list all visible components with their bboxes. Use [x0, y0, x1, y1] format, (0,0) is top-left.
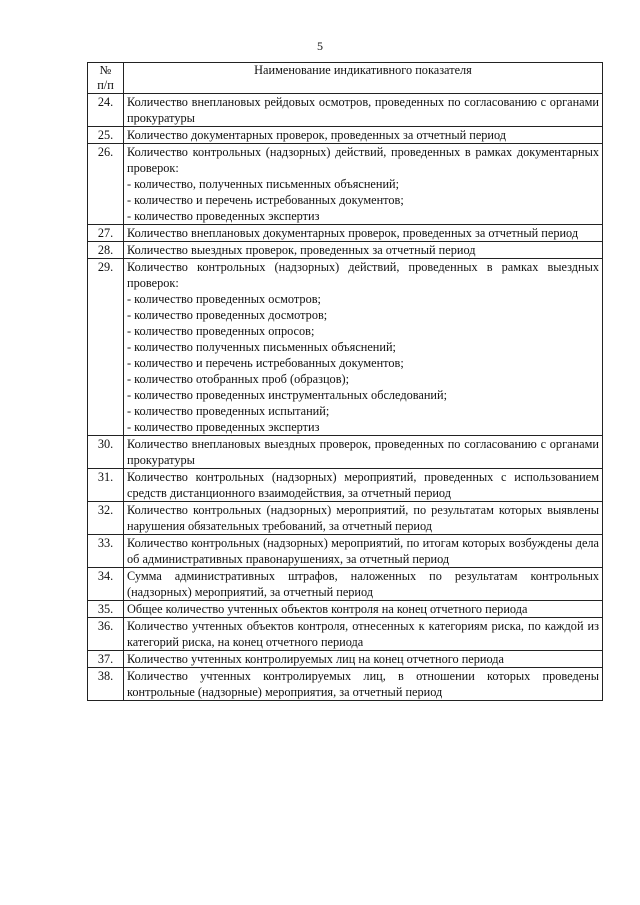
indicator-subitem: - количество проведенных экспертиз — [127, 209, 320, 223]
table-row — [88, 242, 603, 259]
indicator-text: Количество выездных проверок, проведенных за отчетный период — [127, 243, 476, 257]
header-num-line: № — [99, 63, 112, 77]
indicator-subitem: - количество проведенных инструментальных обследований; — [127, 388, 448, 402]
indicator-subitem: - количество проведенных экспертиз — [127, 420, 320, 434]
indicator-name — [124, 651, 603, 668]
indicator-subitem: - количество, полученных письменных объяснений; — [127, 177, 400, 191]
row-number: 35. — [88, 601, 124, 618]
table-header-row — [88, 63, 603, 94]
row-number: 32. — [88, 502, 124, 535]
indicator-text: Количество внеплановых документарных проверок, проведенных за отчетный период — [127, 226, 579, 240]
row-number: 34. — [88, 568, 124, 601]
table-row — [88, 502, 603, 535]
table-row — [88, 436, 603, 469]
header-name: Наименование индикативного показателя — [124, 63, 603, 94]
table-row — [88, 568, 603, 601]
indicator-text: Количество учтенных контролируемых лиц на конец отчетного периода — [127, 652, 504, 666]
header-num — [88, 63, 124, 94]
table-row — [88, 469, 603, 502]
row-number: 26. — [88, 144, 124, 225]
indicator-name — [124, 259, 603, 436]
indicator-text: Количество внеплановых выездных проверок, проведенных по согласованию с органами прокуратуры — [127, 437, 599, 467]
indicator-subitem: - количество и перечень истребованных документов; — [127, 356, 404, 370]
indicator-subitem: - количество проведенных испытаний; — [127, 404, 330, 418]
row-number: 30. — [88, 436, 124, 469]
indicator-name — [124, 225, 603, 242]
row-number: 38. — [88, 668, 124, 701]
indicator-name — [124, 242, 603, 259]
indicator-name — [124, 502, 603, 535]
indicator-subitem: - количество и перечень истребованных документов; — [127, 193, 404, 207]
indicator-name — [124, 94, 603, 127]
table-row — [88, 144, 603, 225]
row-number: 27. — [88, 225, 124, 242]
table-row — [88, 225, 603, 242]
indicator-text: Количество внеплановых рейдовых осмотров, проведенных по согласованию с органами прокуратуры — [127, 95, 599, 125]
indicator-name — [124, 535, 603, 568]
indicator-name — [124, 144, 603, 225]
indicator-text: Количество учтенных объектов контроля, отнесенных к категориям риска, по каждой из категорий риска, на конец отчетного периода — [127, 619, 599, 649]
indicator-text: Количество контрольных (надзорных) действий, проведенных в рамках документарных проверок: — [127, 145, 599, 175]
indicator-subitem: - количество проведенных осмотров; — [127, 292, 321, 306]
indicator-subitem: - количество проведенных досмотров; — [127, 308, 328, 322]
row-number: 37. — [88, 651, 124, 668]
indicator-text: Количество контрольных (надзорных) действий, проведенных в рамках выездных проверок: — [127, 260, 599, 290]
table-row — [88, 94, 603, 127]
indicator-text: Количество документарных проверок, проведенных за отчетный период — [127, 128, 507, 142]
indicator-text: Количество учтенных контролируемых лиц, в отношении которых проведены контрольные (надзорные) мероприятия, за отчетный период — [127, 669, 599, 699]
header-num-line: п/п — [97, 78, 114, 92]
row-number: 33. — [88, 535, 124, 568]
indicator-name — [124, 618, 603, 651]
row-number: 25. — [88, 127, 124, 144]
table-row — [88, 668, 603, 701]
row-number: 31. — [88, 469, 124, 502]
table-row — [88, 127, 603, 144]
indicator-name — [124, 469, 603, 502]
row-number: 36. — [88, 618, 124, 651]
indicator-subitem: - количество проведенных опросов; — [127, 324, 315, 338]
indicator-text: Количество контрольных (надзорных) мероприятий, по результатам которых выявлены нарушения обязательных требований, за отчетный период — [127, 503, 599, 533]
indicator-text: Количество контрольных (надзорных) мероприятий, проведенных с использованием средств дистанционного взаимодействия, за отчетный период — [127, 470, 599, 500]
table-row — [88, 601, 603, 618]
indicator-name — [124, 127, 603, 144]
table-row — [88, 259, 603, 436]
table-body — [88, 94, 603, 701]
indicator-subitem: - количество отобранных проб (образцов); — [127, 372, 350, 386]
table-row — [88, 618, 603, 651]
indicator-text: Общее количество учтенных объектов контроля на конец отчетного периода — [127, 602, 528, 616]
indicator-name — [124, 568, 603, 601]
indicators-table — [87, 62, 603, 701]
table-header — [88, 63, 603, 94]
row-number: 28. — [88, 242, 124, 259]
table-row — [88, 535, 603, 568]
indicator-name — [124, 668, 603, 701]
table-row — [88, 651, 603, 668]
indicator-name — [124, 601, 603, 618]
indicator-name — [124, 436, 603, 469]
indicator-text: Количество контрольных (надзорных) мероприятий, по итогам которых возбуждены дела об административных правонарушениях, за отчетный период — [127, 536, 599, 566]
row-number: 29. — [88, 259, 124, 436]
page-number: 5 — [317, 39, 323, 53]
row-number: 24. — [88, 94, 124, 127]
indicator-subitem: - количество полученных письменных объяснений; — [127, 340, 396, 354]
indicator-text: Сумма административных штрафов, наложенных по результатам контрольных (надзорных) мероприятий, за отчетный период — [127, 569, 599, 599]
